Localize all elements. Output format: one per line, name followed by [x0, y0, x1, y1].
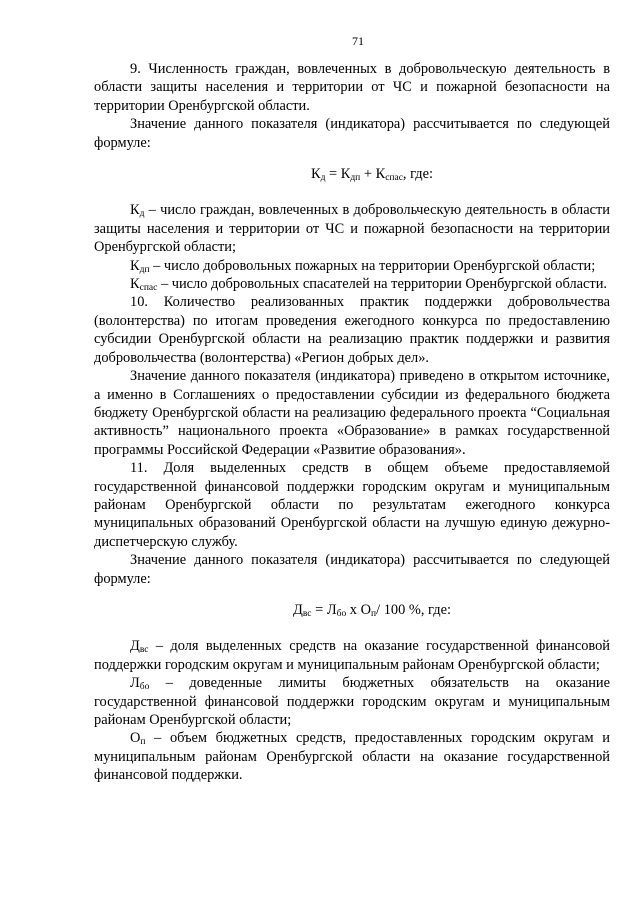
item-9-formula-intro: Значение данного показателя (индикатора) рассчитывается по следующей формуле: — [94, 116, 610, 151]
item-9-paragraph: 9. Численность граждан, вовлеченных в добровольческую деятельность в области защиты населения и территории от ЧС и пожарной безопасности на территории Оренбургской области. — [94, 61, 610, 114]
item-10-source: Значение данного показателя (индикатора) приведено в открытом источнике, а именно в Соглашениях о предоставлении субсидии из федерального бюджета бюджету Оренбургской области на реализацию федерального проекта “Социальная активность” национального проекта «Образование» в рамках государственной программы Российской Федерации «Развитие образования». — [94, 368, 610, 458]
item-11-formula-intro: Значение данного показателя (индикатора) рассчитывается по следующей формуле: — [94, 552, 610, 587]
formula-kd: $К_д = К_{дп} + К_{спас}$, где: — [310, 166, 434, 184]
definition-op: $О_п$ – объем бюджетных средств, предоставленных городским округам и муниципальным районам Оренбургской области на оказание государственной финансовой поддержки. — [94, 730, 610, 784]
page-number: 71 — [352, 34, 364, 48]
definition-kspas: $К_{спас}$ – число добровольных спасателей на территории Оренбургской области. — [130, 276, 608, 294]
definition-dvs: $Д_{вс}$ – доля выделенных средств на оказание государственной финансовой поддержки городским округам и муниципальным районам Оренбургской области; — [94, 638, 610, 673]
formula-dvs: $Д_{вс} = Л_{бо}$ х $О_п/$ 100 %, где: — [293, 601, 451, 619]
item-11-paragraph: 11. Доля выделенных средств в общем объеме предоставляемой государственной финансовой поддержки городским округам и муниципальным районам Оренбургской области по результатам ежегодного конкурса муниципальных образований Оренбургской области на лучшую единую дежурно-диспетчерскую службу. — [94, 460, 610, 550]
item-10-paragraph: 10. Количество реализованных практик поддержки добровольчества (волонтерства) по итогам проведения ежегодного конкурса по предоставлению субсидии Оренбургской области на реализацию практик поддержки и развития добровольчества (волонтерства) «Регион добрых дел». — [94, 294, 610, 366]
definition-lbo: $Л_{бо}$ – доведенные лимиты бюджетных обязательств на оказание государственной финансовой поддержки городским округам и муниципальным районам Оренбургской области; — [94, 675, 610, 728]
definition-kdp: $К_{дп}$ – число добровольных пожарных на территории Оренбургской области; — [130, 257, 596, 275]
definition-kd: $К_д$ – число граждан, вовлеченных в добровольческую деятельность в области защиты населения и территории от ЧС и пожарной безопасности на территории Оренбургской области; — [94, 202, 610, 256]
